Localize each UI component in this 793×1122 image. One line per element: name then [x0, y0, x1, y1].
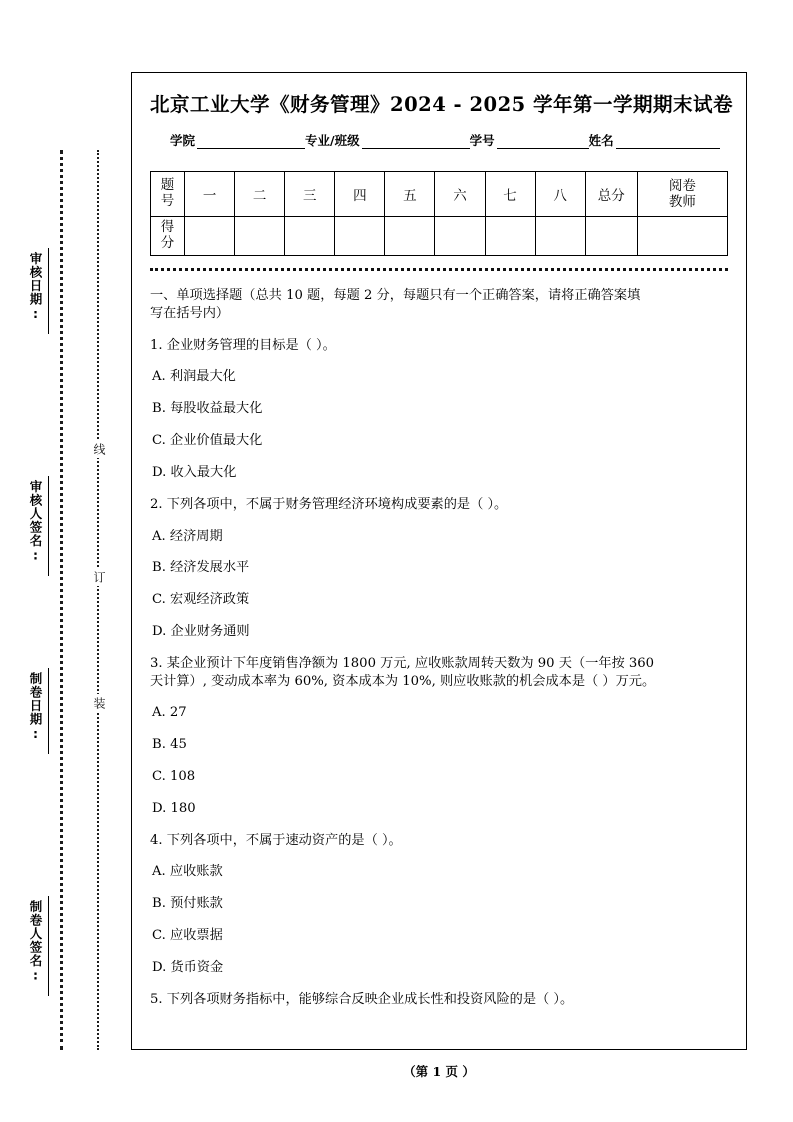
field-college	[170, 131, 305, 149]
table-col-6: 六	[435, 172, 485, 217]
section-heading-line1: 一、单项选择题（总共 10 题，每题 2 分，每题只有一个正确答案，请将正确答案填	[150, 288, 641, 303]
score-rowhead-line2: 分	[160, 235, 175, 251]
question-4-option-b[interactable]: B. 预付账款	[152, 896, 223, 912]
question-5-stem: 5. 下列各项财务指标中，能够综合反映企业成长性和投资风险的是（ ）。	[150, 991, 574, 1007]
question-1-option-c[interactable]: C. 企业价值最大化	[152, 433, 263, 449]
field-student-id-input[interactable]	[497, 135, 589, 149]
question-3-option-d[interactable]: D. 180	[152, 800, 196, 816]
question-3-stem-line2: 天计算）, 变动成本率为 60%, 资本成本为 10%, 则应收账款的机会成本是（ ）万元。	[150, 673, 656, 689]
question-3-option-a[interactable]: A. 27	[152, 705, 187, 721]
margin-rule-2	[48, 476, 49, 576]
exam-paper-content	[132, 73, 746, 1049]
field-college-input[interactable]	[197, 135, 305, 149]
table-col-8: 八	[535, 172, 585, 217]
section-heading-line2: 写在括号内）	[150, 305, 230, 321]
fold-mark-zhuang: 装	[88, 694, 108, 712]
table-col-1: 一	[185, 172, 235, 217]
score-cell-2[interactable]	[235, 217, 285, 256]
table-col-5: 五	[385, 172, 435, 217]
section-divider	[150, 268, 728, 271]
question-3-stem-line1: 3. 某企业预计下年度销售净额为 1800 万元, 应收账款周转天数为 90 天（一年按 360	[150, 655, 655, 671]
score-cell-teacher[interactable]	[637, 217, 727, 256]
question-1-stem: 1. 企业财务管理的目标是（ ）。	[150, 337, 336, 353]
question-3-option-c[interactable]: C. 108	[152, 769, 196, 784]
rowhead-line1: 题	[160, 177, 175, 194]
table-col-4: 四	[335, 172, 385, 217]
question-1-option-d[interactable]: D. 收入最大化	[152, 464, 237, 480]
page-title: 北京工业大学《财务管理》2024 - 2025 学年第一学期期末试卷	[150, 93, 734, 116]
field-name-label: 姓名	[588, 133, 614, 148]
table-rowhead-question-number	[151, 172, 185, 217]
binding-dotted-line-inner	[97, 150, 99, 1050]
question-3-stem	[150, 655, 728, 691]
question-4-stem: 4. 下列各项中，不属于速动资产的是（ ）。	[150, 832, 402, 848]
score-table	[150, 171, 728, 256]
question-2-option-d[interactable]: D. 企业财务通则	[152, 623, 250, 639]
question-4-option-d[interactable]: D. 货币资金	[152, 959, 224, 975]
margin-rule-3	[48, 668, 49, 754]
margin-label-producer-signature: 制卷人签名:	[28, 900, 43, 984]
binding-dotted-line-outer	[60, 150, 63, 1050]
page-footer	[131, 1062, 747, 1080]
teacher-line1: 阅卷	[668, 177, 696, 194]
questions-body	[150, 287, 728, 1009]
binding-margin	[0, 0, 125, 1122]
question-1-option-b[interactable]: B. 每股收益最大化	[152, 401, 263, 417]
question-2-stem: 2. 下列各项中，不属于财务管理经济环境构成要素的是（ ）。	[150, 496, 508, 512]
question-3-option-b[interactable]: B. 45	[152, 737, 187, 753]
question-2-option-b[interactable]: B. 经济发展水平	[152, 560, 250, 576]
margin-label-production-date: 制卷日期:	[28, 672, 43, 742]
score-cell-6[interactable]	[435, 217, 485, 256]
teacher-line2: 教师	[668, 194, 696, 210]
table-col-total: 总分	[585, 172, 637, 217]
table-col-3: 三	[285, 172, 335, 217]
exam-paper-frame	[131, 72, 747, 1050]
fold-mark-ding: 订	[88, 568, 108, 586]
question-2-option-c[interactable]: C. 宏观经济政策	[152, 592, 250, 608]
table-col-grading-teacher	[637, 172, 727, 217]
question-2-option-a[interactable]: A. 经济周期	[152, 528, 223, 544]
table-rowhead-score	[151, 217, 185, 256]
rowhead-line2: 号	[160, 193, 175, 209]
field-student-id-label: 学号	[469, 133, 495, 148]
field-name	[589, 131, 720, 149]
table-row-question-numbers	[151, 172, 728, 217]
field-major-class	[305, 131, 470, 149]
table-row-scores	[151, 217, 728, 256]
question-4-option-c[interactable]: C. 应收票据	[152, 928, 223, 944]
score-cell-7[interactable]	[485, 217, 535, 256]
table-col-7: 七	[485, 172, 535, 217]
field-name-input[interactable]	[616, 135, 720, 149]
field-major-class-input[interactable]	[362, 135, 470, 149]
score-cell-3[interactable]	[285, 217, 335, 256]
student-info-line	[170, 131, 722, 149]
table-col-2: 二	[235, 172, 285, 217]
field-student-id	[470, 131, 589, 149]
question-1-option-a[interactable]: A. 利润最大化	[152, 369, 236, 385]
score-cell-8[interactable]	[535, 217, 585, 256]
question-4-option-a[interactable]: A. 应收账款	[152, 864, 223, 880]
field-major-class-label: 专业/班级	[305, 133, 360, 148]
margin-label-reviewer-signature: 审核人签名:	[28, 480, 43, 564]
section-heading-multiple-choice	[150, 287, 728, 323]
score-cell-4[interactable]	[335, 217, 385, 256]
margin-label-review-date: 审核日期:	[28, 252, 43, 322]
score-cell-5[interactable]	[385, 217, 435, 256]
field-college-label: 学院	[170, 133, 196, 148]
score-rowhead-line1: 得	[160, 219, 175, 236]
margin-rule-4	[48, 896, 49, 996]
margin-rule-1	[48, 248, 49, 334]
score-cell-1[interactable]	[185, 217, 235, 256]
score-cell-total[interactable]	[585, 217, 637, 256]
page-number-label: （第 1 页 ）	[403, 1064, 475, 1079]
fold-mark-xian: 线	[88, 440, 108, 458]
